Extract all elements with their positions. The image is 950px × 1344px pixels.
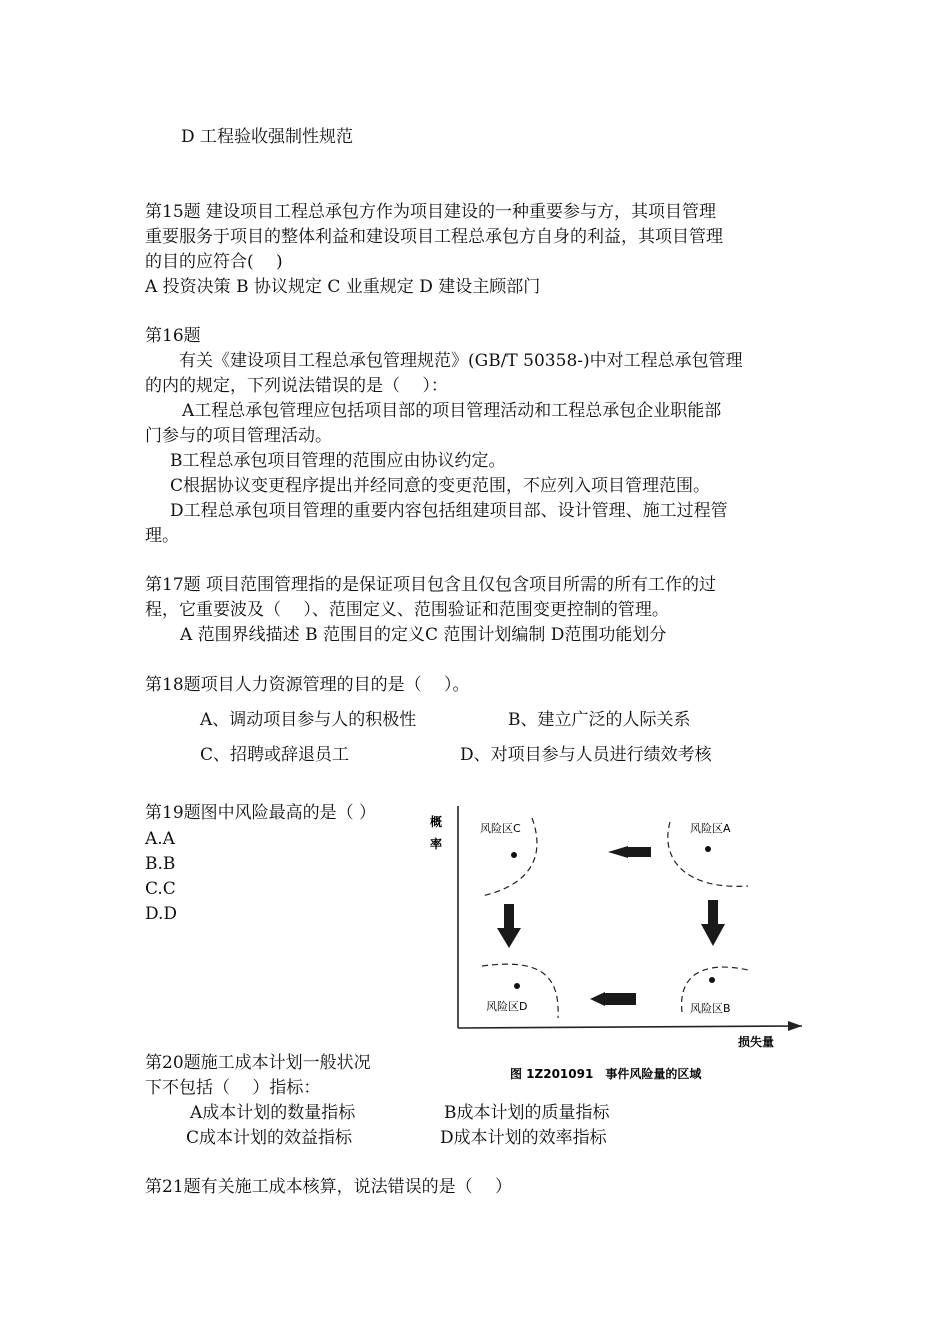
arrow-left-top-shaft (627, 847, 651, 857)
arrow-down-left-shaft (504, 904, 514, 930)
zone-b-label: 风险区B (690, 1002, 731, 1015)
q21-stem: 第21题有关施工成本核算，说法错误的是（ ） (145, 1177, 513, 1197)
zone-d-point (514, 983, 520, 989)
q18-option-a: A、调动项目参与人的积极性 (200, 710, 417, 730)
q20-stem-line1: 第20题施工成本计划一般状况 (145, 1053, 371, 1073)
q16-option-d-line2: 理。 (145, 526, 179, 546)
q16-title: 第16题 (145, 326, 201, 346)
q18-stem: 第18题项目人力资源管理的目的是（ ）。 (145, 675, 470, 695)
zone-a-label: 风险区A (690, 822, 731, 835)
q15-stem-line2: 重要服务于项目的整体利益和建设项目工程总承包方自身的利益，其项目管理 (145, 227, 723, 247)
q16-stem-line1: 有关《建设项目工程总承包管理规范》(GB/T 50358-)中对工程总承包管理 (179, 351, 743, 371)
arrow-down-right-shaft (708, 900, 718, 926)
risk-region-diagram (422, 800, 822, 1090)
zone-c-label: 风险区C (480, 822, 521, 835)
arrow-left-bottom (590, 992, 605, 1006)
q14-option-d: D 工程验收强制性规范 (181, 127, 354, 147)
q19-option-c: C.C (145, 879, 176, 899)
risk-region-figure (422, 800, 822, 1090)
figure-caption: 图 1Z201091 事件风险量的区域 (510, 1067, 702, 1081)
q17-stem-line1: 第17题 项目范围管理指的是保证项目包含且仅包含项目所需的所有工作的过 (145, 575, 717, 595)
arrow-down-right (701, 924, 725, 946)
q19-option-a: A.A (145, 829, 175, 849)
x-axis (458, 1026, 802, 1028)
y-axis-label-1: 概 (430, 815, 443, 829)
q18-option-b: B、建立广泛的人际关系 (508, 710, 691, 730)
zone-a-point (705, 846, 711, 852)
arrow-left-top (608, 846, 628, 858)
q15-options: A 投资决策 B 协议规定 C 业重规定 D 建设主顾部门 (145, 277, 541, 297)
q16-option-c: C根据协议变更程序提出并经同意的变更范围，不应列入项目管理范围。 (170, 476, 711, 496)
q20-option-a: A成本计划的数量指标 (190, 1103, 356, 1123)
q17-stem-line2: 程，它重要波及（ ）、范围定义、范围验证和范围变更控制的管理。 (145, 600, 669, 620)
zone-d-label: 风险区D (486, 1000, 528, 1013)
q16-option-a-line1: A工程总承包管理应包括项目部的项目管理活动和工程总承包企业职能部 (182, 401, 722, 421)
arrow-down-left (497, 928, 521, 948)
q16-option-d-line1: D工程总承包项目管理的重要内容包括组建项目部、设计管理、施工过程管 (170, 501, 728, 521)
q15-stem-line1: 第15题 建设项目工程总承包方作为项目建设的一种重要参与方，其项目管理 (145, 202, 717, 222)
q19-option-d: D.D (145, 904, 178, 924)
zone-c-point (511, 852, 517, 858)
q19-option-b: B.B (145, 854, 176, 874)
q15-stem-line3: 的目的应符合( ) (145, 252, 283, 272)
q16-option-a-line2: 门参与的项目管理活动。 (145, 426, 332, 446)
y-axis-label-2: 率 (430, 837, 443, 851)
x-axis-label: 损失量 (738, 1035, 775, 1049)
q20-option-c: C成本计划的效益指标 (186, 1128, 353, 1148)
q16-option-b: B工程总承包项目管理的范围应由协议约定。 (170, 451, 506, 471)
x-axis-arrowhead (788, 1021, 802, 1031)
zone-b-point (709, 977, 715, 983)
q20-stem-line2: 下不包括（ ）指标： (145, 1078, 321, 1098)
q20-option-b: B成本计划的质量指标 (444, 1103, 610, 1123)
q19-stem: 第19题图中风险最高的是（ ） (145, 803, 377, 823)
q20-option-d: D成本计划的效率指标 (440, 1128, 607, 1148)
q18-option-c: C、招聘或辞退员工 (200, 745, 350, 765)
q18-option-d: D、对项目参与人员进行绩效考核 (460, 745, 712, 765)
arrow-left-bottom-shaft (604, 993, 636, 1005)
q17-options: A 范围界线描述 B 范围目的定义C 范围计划编制 D范围功能划分 (180, 625, 667, 645)
q16-stem-line2: 的内的规定，下列说法错误的是（ ）： (145, 376, 448, 396)
